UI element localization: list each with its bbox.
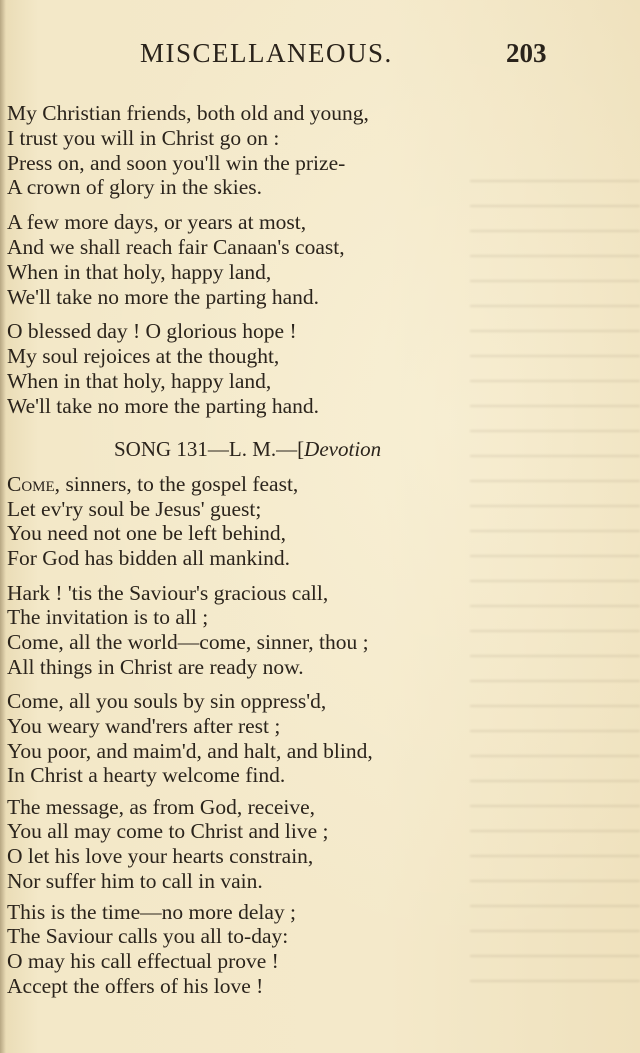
verse-line: A crown of glory in the skies.: [7, 175, 262, 199]
verse-line: Hark ! 'tis the Saviour's gracious call,: [7, 581, 329, 605]
verse-line: Accept the offers of his love !: [7, 974, 264, 998]
verse-line: You weary wand'rers after rest ;: [7, 714, 281, 738]
verse-line: Come, all the world—come, sinner, thou ;: [7, 630, 369, 654]
verse-line: Let ev'ry soul be Jesus' guest;: [7, 497, 262, 521]
verse-line: The invitation is to all ;: [7, 605, 209, 629]
verse-line: You poor, and maim'd, and halt, and blind,: [7, 739, 373, 763]
verse-line: A few more days, or years at most,: [7, 210, 307, 234]
song-topic: Devotion: [304, 437, 382, 461]
verse-line: The message, as from God, receive,: [7, 795, 316, 819]
verse-line: We'll take no more the parting hand.: [7, 394, 320, 418]
first-word: Come,: [7, 472, 61, 496]
page-edge-shadow: [0, 0, 6, 1053]
page-header: [0, 38, 640, 78]
verse-line: Press on, and soon you'll win the prize-: [7, 151, 346, 175]
show-through-texture: [470, 180, 640, 1000]
verse-line: When in that holy, happy land,: [7, 369, 272, 393]
verse-line: The Saviour calls you all to-day:: [7, 924, 289, 948]
verse-line: This is the time—no more delay ;: [7, 900, 297, 924]
verse-line: You all may come to Christ and live ;: [7, 819, 329, 843]
verse-line: I trust you will in Christ go on :: [7, 126, 280, 150]
verse-line: [7, 472, 298, 496]
verse-line: O blessed day ! O glorious hope !: [7, 319, 297, 343]
verse-line: O may his call effectual prove !: [7, 949, 279, 973]
song-heading-text: SONG 131—L. M.—[: [114, 437, 305, 461]
verse-line: O let his love your hearts constrain,: [7, 844, 314, 868]
running-head: MISCELLANEOUS.: [140, 38, 393, 68]
page-number: 203: [506, 38, 547, 68]
verse-line: Come, all you souls by sin oppress'd,: [7, 689, 327, 713]
song-heading: [114, 437, 381, 461]
verse-line: All things in Christ are ready now.: [7, 655, 304, 679]
verse-line: And we shall reach fair Canaan's coast,: [7, 235, 345, 259]
verse-line: My Christian friends, both old and young,: [7, 101, 369, 125]
verse-line: My soul rejoices at the thought,: [7, 344, 280, 368]
verse-line: We'll take no more the parting hand.: [7, 285, 320, 309]
first-line-rest: sinners, to the gospel feast,: [60, 472, 299, 496]
verse-line: In Christ a hearty welcome find.: [7, 763, 286, 787]
verse-line: You need not one be left behind,: [7, 521, 287, 545]
verse-line: Nor suffer him to call in vain.: [7, 869, 263, 893]
verse-line: When in that holy, happy land,: [7, 260, 272, 284]
verse-line: For God has bidden all mankind.: [7, 546, 291, 570]
